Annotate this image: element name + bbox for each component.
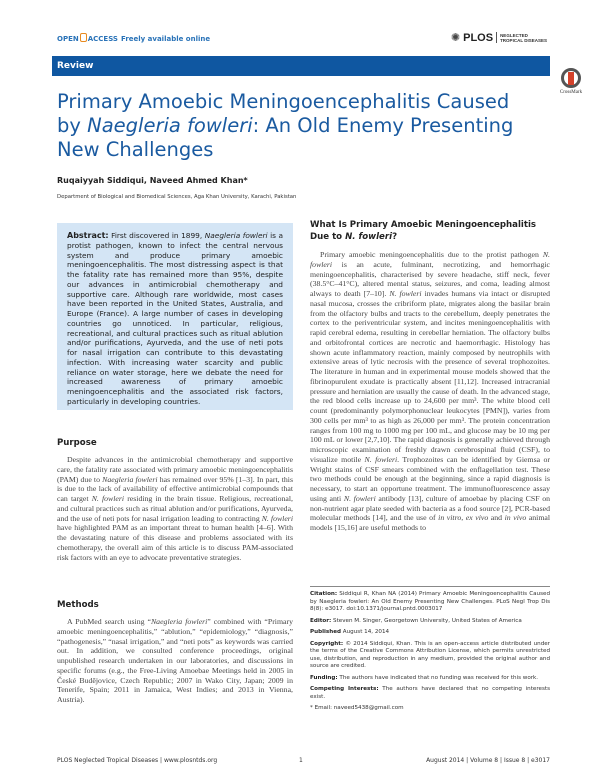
- text-run: antibody [13], culture of amoebae by placing CSF on non-nutrient agar plate seeded with bacteria as a food source [2], PCR-based molecular methods [14], and the use of: [310, 493, 550, 523]
- page-number: 1: [299, 757, 303, 764]
- logo-divider: [496, 32, 497, 43]
- text-run: ” combined with “Primary amoebic meningoencephalitis,” “ablution,” “epidemiology,” “diagnosis,” “pathogenesis,” “nasal irrigation,” and “neti pots” as keywords was carried out. In addition, we consulted conference proceedings, original unpublished research undertaken in our laboratories, and discussions in specific forums (e.g., the Free-Living Amoebae Meetings held in 2005 in České Budějovice, Czech Republic; 2007 in Wako City, Japan; 2009 in Tenerife, Spain; 2011 in Jamaica, West Indies; and 2013 in Vienna, Austria).: [57, 617, 293, 704]
- heading-end: ?: [392, 232, 398, 242]
- access-label: ACCESS: [87, 35, 118, 43]
- editor-label: Editor:: [310, 617, 332, 624]
- italic-term: N. fowleri: [261, 513, 293, 523]
- published-label: Published: [310, 629, 342, 635]
- email-link[interactable]: * Email: naveed5438@gmail.com: [310, 705, 404, 711]
- title-text-end: : An Old Enemy Presenting New Challenges: [57, 114, 514, 161]
- competing-interests: [310, 686, 550, 701]
- copyright: [310, 641, 550, 671]
- text-run: First discovered in 1899,: [108, 231, 205, 240]
- crossmark-icon: [561, 68, 581, 88]
- journal-header: [57, 31, 547, 45]
- abstract-label: Abstract:: [67, 231, 109, 240]
- text-run: invades humans via intact or disrupted nasal mucosa, crosses the cribriform plate, migrates along the basilar brain from the olfactory bulbs and tracts to the cerebellum, deeply penetrates the cortex to the periventricular system, and incites meningoencephalitis with rapid cerebral edema, resulting in cerebellar herniation. The olfactory bulbs and orbitofrontal cortices are necrotic and haemorrhagic. Histology has shown acute inflammatory reaction, mainly composed by neutrophils with extensive areas of lytic necrosis with the presence of several trophozoites. The literature in human and in experimental mouse models showed that the fibrinopurulent exudate is practically absent [11,12]. Increased intracranial pressure and herniation are usually the cause of death. In the advanced stage, the red blood cells increase up to 24,600 per mm³. The white blood cell count (predominantly polymorphonuclear leukocytes [PMN]), varies from 300 cells per mm³ to as high as 26,000 per mm³. The protein concentration ranges from 100 mg to 1000 mg per 100 mL, and glucose may be 10 mg per 100 mL or lower [2,7,10]. The rapid diagnosis is generally achieved through microscopic examination of freshly drawn cerebrospinal fluid (CSF), to visualize motile: [310, 289, 550, 464]
- purpose-heading: Purpose: [57, 438, 97, 448]
- italic-term: N. fowleri: [343, 493, 376, 503]
- footer-issue: August 2014 | Volume 8 | Issue 8 | e3017: [426, 757, 550, 764]
- text-run: and: [488, 513, 505, 523]
- open-lock-icon: [80, 33, 87, 42]
- affiliation: Department of Biological and Biomedical Sciences, Aga Khan University, Karachi, Pakistan: [57, 194, 297, 200]
- italic-term: Naegleria fowleri: [204, 231, 268, 240]
- freely-available-label: Freely available online: [120, 35, 211, 43]
- plos-wordmark: PLOS: [463, 31, 494, 44]
- italic-term: ex vivo: [465, 513, 489, 523]
- copyright-label: Copyright:: [310, 640, 344, 647]
- funding: [310, 675, 550, 683]
- italic-term: N. fowleri: [91, 494, 125, 503]
- journal-line-2: TROPICAL DISEASES: [500, 37, 547, 43]
- text-run: . Trophozoites can be identified by Giemsa or Wright stains of CSF smears combined with the enflagellation test. These two methods could be enough at the beginning, since a rapid diagnosis is necessary, to start an opportune treatment. The immunofluorescence assay using anti: [310, 454, 550, 503]
- citation-text: Siddiqui R, Khan NA (2014) Primary Amoebic Meningoencephalitis Caused by Naegleria fowleri: An Old Enemy Presenting New Challenges. PLoS Negl Trop Dis 8(8): e3017. doi:10.1371/journal.pntd.0003017: [310, 591, 550, 612]
- title-species: Naegleria fowleri: [87, 114, 253, 137]
- text-run: ,: [461, 513, 466, 523]
- text-run: Despite advances in the antimicrobial chemotherapy and supportive care, the fatality rate associated with primary amoebic meningoencephalitis (PAM) due to: [57, 455, 293, 484]
- text-run: A PubMed search using “: [67, 617, 151, 626]
- plos-logo: [451, 31, 547, 44]
- text-run: is an acute, fulminant, necrotizing, and hemorrhagic meningoencephalitis, characterised by severe headache, stiff neck, fever (38.5°C–41°C), altered mental status, seizures, and coma, leading almost always to death [7–10].: [310, 259, 550, 298]
- published-date: August 14, 2014: [341, 629, 390, 635]
- italic-term: N. fowleri: [389, 289, 422, 298]
- plos-sun-icon: ✺: [450, 32, 461, 44]
- italic-term: Naegleria fowleri: [150, 617, 208, 626]
- italic-term: in vivo: [504, 513, 527, 523]
- journal-line-1: NEGLECTED: [500, 32, 528, 38]
- competing-label: Competing Interests:: [310, 686, 379, 692]
- funding-label: Funding:: [310, 674, 338, 681]
- open-access-badge: [57, 33, 210, 43]
- methods-heading: Methods: [57, 600, 99, 610]
- heading-species: N. fowleri: [345, 232, 393, 242]
- crossmark-label: CrossMark: [559, 90, 583, 95]
- published: [310, 629, 550, 637]
- methods-paragraph: [57, 617, 293, 705]
- authors: Ruqaiyyah Siddiqui, Naveed Ahmed Khan*: [57, 176, 248, 185]
- abstract-box: [57, 223, 293, 410]
- text-run: is a protist pathogen, known to infect the central nervous system and produce primary amoebic meningoencephalitis. The most distressing aspect is that the fatality rate has remained more than 95%, despite our advances in antimicrobial chemotherapy and supportive care. Although rare worldwide, most cases have been reported in the United States, Australia, and Europe (France). A large number of cases in developing countries go unnoticed. In particular, religious, recreational, and cultural practices such as ritual ablution and/or purifications, Ayurveda, and the use of neti pots for nasal irrigation can contribute to this devastating infection. With increasing water scarcity and public reliance on water storage, here we debate the need for increased awareness of primary amoebic meningoencephalitis and the associated risk factors, particularly in developing countries.: [67, 231, 283, 406]
- abstract-text: [67, 231, 283, 406]
- footer-journal: PLOS Neglected Tropical Diseases | www.plosntds.org: [57, 757, 218, 764]
- editor: [310, 618, 550, 626]
- title-text: Primary Amoebic Meningoencephalitis Caused by: [57, 90, 510, 137]
- article-title: [57, 90, 517, 162]
- text-run: Primary amoebic meningoencephalitis due to the protist pathogen: [320, 250, 543, 259]
- text-run: have highlighted PAM as an important threat to human health [4–6]. With the devastating nature of this disease and problems associated with its chemotherapy, the overall aim of this article is to discuss PAM-associated risk factors with an eye to advocate preventative strategies.: [57, 523, 293, 562]
- article-info: [310, 591, 550, 717]
- section-bar: Review: [52, 56, 550, 76]
- text-run: has remained over 95% [1–3]. In part, this is due to the lack of availability of effective antimicrobial compounds that can target: [57, 474, 294, 503]
- what-is-paragraph: [310, 250, 550, 533]
- editor-text: Steven M. Singer, Georgetown University, United States of America: [331, 617, 522, 624]
- italic-term: N. fowleri: [364, 454, 398, 464]
- open-label: OPEN: [57, 35, 79, 43]
- copyright-text: © 2014 Siddiqui, Khan. This is an open-access article distributed under the terms of the Creative Commons Attribution License, which permits unrestricted use, distribution, and reproduction in any medium, provided the original author and source are credited.: [310, 640, 550, 669]
- citation: [310, 591, 550, 614]
- text-run: residing in the brain tissue. Religious, recreational, and cultural practices such as ritual ablution and/or purifications, Ayurveda, and the use of neti pots for nasal irrigation leading to contracting: [57, 494, 293, 523]
- citation-label: Citation:: [310, 591, 338, 597]
- funding-text: The authors have indicated that no funding was received for this work.: [337, 674, 539, 681]
- competing-text: The authors have declared that no competing interests exist.: [310, 686, 550, 700]
- heading-text: What Is Primary Amoebic Meningoencephalitis Due to: [310, 220, 537, 242]
- italic-term: N. fowleri: [310, 250, 550, 269]
- what-is-heading: [310, 219, 550, 243]
- italic-term: in vitro: [438, 513, 462, 523]
- crossmark-button[interactable]: [556, 68, 586, 95]
- purpose-paragraph: [57, 455, 293, 562]
- info-divider: [310, 586, 550, 587]
- journal-name: [500, 33, 547, 43]
- text-run: animal models [15,16] are useful methods to: [310, 513, 551, 532]
- italic-term: Naegleria fowleri: [102, 474, 158, 484]
